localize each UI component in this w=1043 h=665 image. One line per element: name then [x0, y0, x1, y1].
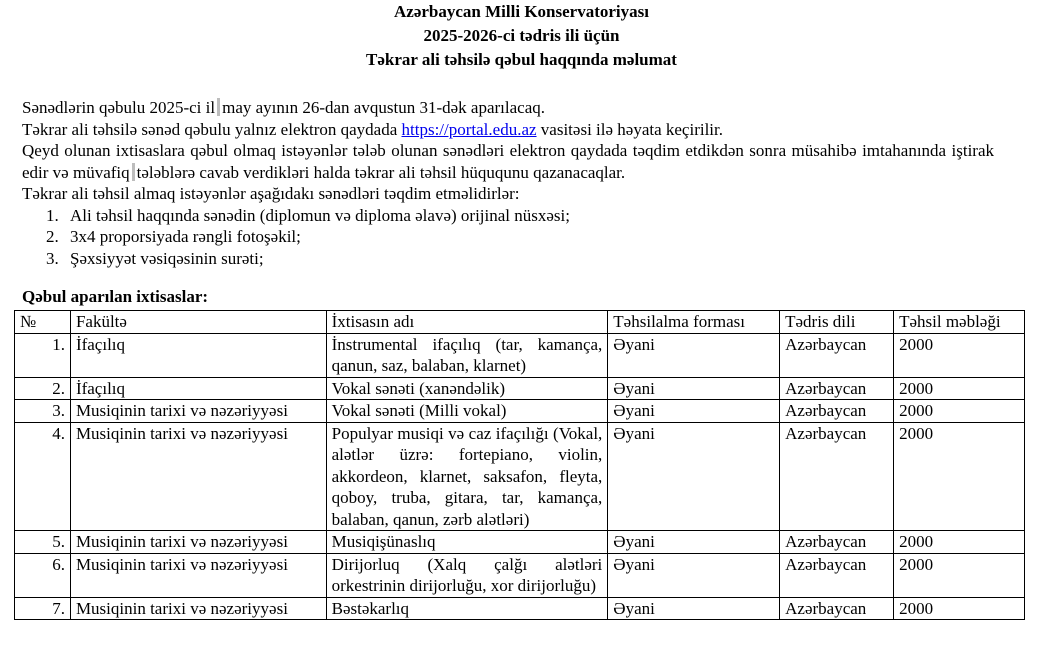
- cell-faculty: Musiqinin tarixi və nəzəriyyəsi: [70, 553, 326, 597]
- cell-fee: 2000: [894, 531, 1025, 554]
- cell-number: 5.: [15, 531, 71, 554]
- cell-number: 1.: [15, 333, 71, 377]
- cell-faculty: Musiqinin tarixi və nəzəriyyəsi: [70, 400, 326, 423]
- cell-language: Azərbaycan: [780, 400, 894, 423]
- list-item-text: Ali təhsil haqqında sənədin (diplomun və diploma əlavə) orijinal nüsxəsi;: [70, 205, 570, 225]
- cell-specialty: İnstrumental ifaçılıq (tar, kamança, qanun, saz, balaban, klarnet): [326, 333, 608, 377]
- cell-faculty: Musiqinin tarixi və nəzəriyyəsi: [70, 422, 326, 531]
- table-row: [15, 553, 1025, 597]
- cell-study-form: Əyani: [608, 553, 780, 597]
- cell-fee: 2000: [894, 377, 1025, 400]
- table-row: [15, 422, 1025, 531]
- cell-specialty: Populyar musiqi və caz ifaçılığı (Vokal, alətlər üzrə: fortepiano, violin, akkordeon, klarnet, saksafon, fleyta, qoboy, truba, gitara, tar, kamança, balaban, qanun, zərb alətləri): [326, 422, 608, 531]
- cell-faculty: Musiqinin tarixi və nəzəriyyəsi: [70, 531, 326, 554]
- cell-fee: 2000: [894, 333, 1025, 377]
- list-item-text: Şəxsiyyət vəsiqəsinin surəti;: [70, 248, 264, 268]
- intro-section: [22, 97, 994, 269]
- intro-paragraph-dates: [22, 97, 994, 119]
- text-cursor-mark: [217, 98, 220, 116]
- cell-fee: 2000: [894, 553, 1025, 597]
- cell-number: 2.: [15, 377, 71, 400]
- cell-study-form: Əyani: [608, 422, 780, 531]
- cell-specialty: Bəstəkarlıq: [326, 597, 608, 620]
- specialties-table: [14, 310, 1025, 620]
- intro-interview-text-end: tələblərə cavab verdikləri halda təkrar ali təhsil hüququnu qazanacaqlar.: [136, 162, 626, 182]
- cell-fee: 2000: [894, 400, 1025, 423]
- list-item: [22, 205, 994, 227]
- column-header-number: №: [15, 311, 71, 334]
- intro-portal-text-start: Təkrar ali təhsilə sənəd qəbulu yalnız elektron qaydada: [22, 119, 402, 139]
- cell-language: Azərbaycan: [780, 333, 894, 377]
- cell-language: Azərbaycan: [780, 531, 894, 554]
- table-header-row: [15, 311, 1025, 334]
- required-documents-list: [22, 205, 994, 270]
- cell-faculty: İfaçılıq: [70, 333, 326, 377]
- cell-language: Azərbaycan: [780, 553, 894, 597]
- table-row: [15, 531, 1025, 554]
- academic-year-title: 2025-2026-ci tədris ili üçün: [423, 26, 620, 45]
- intro-paragraph-portal: [22, 119, 994, 141]
- institution-title: Azərbaycan Milli Konservatoriyası: [394, 2, 649, 21]
- column-header-faculty: Fakültə: [70, 311, 326, 334]
- cell-number: 4.: [15, 422, 71, 531]
- cell-language: Azərbaycan: [780, 422, 894, 531]
- cell-number: 7.: [15, 597, 71, 620]
- cell-number: 6.: [15, 553, 71, 597]
- cell-specialty: Vokal sənəti (Milli vokal): [326, 400, 608, 423]
- cell-number: 3.: [15, 400, 71, 423]
- cell-fee: 2000: [894, 597, 1025, 620]
- list-item-number: 3.: [46, 248, 59, 268]
- column-header-language: Tədris dili: [780, 311, 894, 334]
- cell-specialty: Vokal sənəti (xanəndəlik): [326, 377, 608, 400]
- list-item: [22, 226, 994, 248]
- cell-fee: 2000: [894, 422, 1025, 531]
- table-row: [15, 400, 1025, 423]
- document-title: Təkrar ali təhsilə qəbul haqqında məlumat: [366, 50, 677, 69]
- cell-specialty: Dirijorluq (Xalq çalğı alətləri orkestrinin dirijorluğu, xor dirijorluğu): [326, 553, 608, 597]
- table-row: [15, 377, 1025, 400]
- cell-study-form: Əyani: [608, 597, 780, 620]
- column-header-fee: Təhsil məbləği: [894, 311, 1025, 334]
- cell-language: Azərbaycan: [780, 377, 894, 400]
- table-row: [15, 597, 1025, 620]
- cell-faculty: İfaçılıq: [70, 377, 326, 400]
- intro-paragraph-interview: [22, 140, 994, 183]
- list-item-number: 2.: [46, 227, 59, 246]
- cell-study-form: Əyani: [608, 333, 780, 377]
- intro-interview-text-start: Qeyd olunan ixtisaslara qəbul olmaq istəyənlər tələb olunan sənədləri elektron qaydada təqdim etdikdən sonra müsahibə imtahanında iştirak edir və müvafiq: [22, 141, 994, 182]
- table-row: [15, 333, 1025, 377]
- document-header: [0, 0, 1043, 72]
- cell-study-form: Əyani: [608, 377, 780, 400]
- list-item-number: 1.: [46, 205, 59, 225]
- portal-link[interactable]: https://portal.edu.az: [401, 119, 537, 139]
- cell-study-form: Əyani: [608, 400, 780, 423]
- section-heading: Qəbul aparılan ixtisaslar:: [22, 287, 209, 306]
- list-item-text: 3x4 proporsiyada rəngli fotoşəkil;: [70, 227, 301, 246]
- intro-dates-text-start: Sənədlərin qəbulu 2025-ci il: [22, 98, 216, 117]
- column-header-specialty: İxtisasın adı: [326, 311, 608, 334]
- text-cursor-mark: [132, 163, 135, 181]
- list-item: [22, 248, 994, 270]
- cell-study-form: Əyani: [608, 531, 780, 554]
- cell-specialty: Musiqişünaslıq: [326, 531, 608, 554]
- intro-paragraph-documents: Təkrar ali təhsil almaq istəyənlər aşağıdakı sənədləri təqdim etməlidirlər:: [22, 184, 520, 203]
- intro-portal-text-end: vasitəsi ilə həyata keçirilir.: [536, 119, 724, 139]
- cell-language: Azərbaycan: [780, 597, 894, 620]
- intro-dates-text-end: may ayının 26-dan avqustun 31-dək aparılacaq.: [222, 98, 545, 117]
- cell-faculty: Musiqinin tarixi və nəzəriyyəsi: [70, 597, 326, 620]
- column-header-study-form: Təhsilalma forması: [608, 311, 780, 334]
